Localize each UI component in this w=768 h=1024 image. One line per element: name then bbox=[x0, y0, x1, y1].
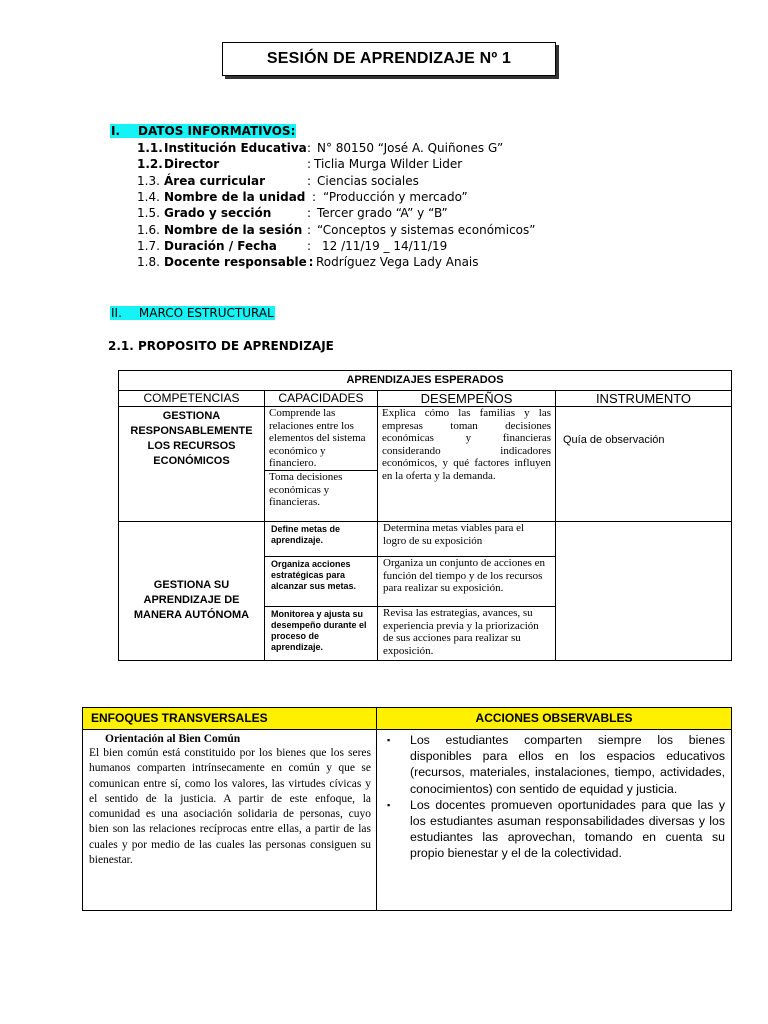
aprendizajes-table bbox=[118, 370, 732, 661]
datos-num: 1.3. bbox=[137, 173, 160, 188]
datos-row bbox=[137, 140, 557, 156]
datos-label: Nombre de la unidad bbox=[164, 190, 306, 205]
bullet-icon: ▪ bbox=[387, 735, 391, 745]
datos-row bbox=[137, 205, 557, 221]
datos-sep: : bbox=[306, 222, 312, 237]
datos-value: Ticlia Murga Wilder Lider bbox=[314, 157, 463, 172]
datos-num: 1.4. bbox=[137, 190, 160, 205]
enfoques-header: ENFOQUES TRANSVERSALES bbox=[83, 708, 377, 730]
datos-sep: : bbox=[306, 141, 312, 156]
proposito-heading: 2.1. PROPOSITO DE APRENDIZAJE bbox=[108, 339, 334, 353]
accion-text: Los docentes promueven oportunidades para que las y los estudiantes asuman responsabilidades diversas y los estudiantes las aprovechan, tomando en cuenta su propio bienestar y el de la colectividad. bbox=[410, 797, 725, 861]
datos-value: “Producción y mercado” bbox=[323, 190, 468, 205]
datos-row bbox=[137, 173, 557, 189]
competencia-cell: GESTIONA RESPONSABLEMENTE LOS RECURSOS ECONÓMICOS bbox=[119, 407, 265, 522]
datos-num: 1.7. bbox=[137, 238, 160, 253]
desempeno-cell: Determina metas viables para el logro de su exposición bbox=[378, 522, 556, 557]
datos-num: 1.1. bbox=[137, 141, 163, 156]
section-2-heading bbox=[110, 306, 275, 320]
datos-label: Director bbox=[164, 157, 220, 172]
section-1-num: I. bbox=[111, 124, 121, 138]
column-header-desempenos: DESEMPEÑOS bbox=[378, 391, 556, 407]
datos-label: Nombre de la sesión bbox=[164, 222, 303, 237]
section-1-label: DATOS INFORMATIVOS: bbox=[138, 124, 296, 138]
datos-value: Ciencias sociales bbox=[317, 173, 419, 188]
datos-value: Tercer grado “A” y “B” bbox=[317, 206, 448, 221]
datos-row bbox=[137, 156, 557, 172]
datos-sep: : bbox=[306, 206, 312, 221]
instrumento-cell: Quía de observación bbox=[556, 407, 731, 522]
datos-value: Rodríguez Vega Lady Anais bbox=[316, 255, 479, 270]
desempeno-cell: Organiza un conjunto de acciones en función del tiempo y de los recursos para realizar su exposición. bbox=[378, 557, 556, 607]
datos-informativos-list bbox=[137, 140, 557, 270]
datos-sep: : bbox=[312, 190, 317, 205]
capacidad-cell: Monitorea y ajusta su desempeño durante el proceso de aprendizaje. bbox=[265, 607, 378, 661]
page-title: SESIÓN DE APRENDIZAJE Nº 1 bbox=[222, 42, 556, 76]
enfoques-table bbox=[82, 707, 732, 911]
datos-label: Área curricular bbox=[164, 173, 266, 188]
datos-num: 1.2. bbox=[137, 157, 163, 172]
enfoque-cell bbox=[83, 730, 377, 910]
desempeno-cell: Revisa las estrategias, avances, su experiencia previa y la priorización de sus acciones para realizar su exposición. bbox=[378, 607, 556, 661]
list-item bbox=[377, 732, 725, 797]
section-1-heading bbox=[110, 124, 296, 138]
desempeno-cell: Explica cómo las familias y las empresas toman decisiones económicas y financieras considerando indicadores económicos, y qué factores influyen en la oferta y la demanda. bbox=[378, 407, 556, 522]
column-header-capacidades: CAPACIDADES bbox=[265, 391, 378, 407]
datos-row bbox=[137, 221, 557, 237]
datos-num: 1.5. bbox=[137, 206, 160, 221]
capacidad-cell: Comprende las relaciones entre los elementos del sistema económico y financiero. bbox=[265, 407, 378, 471]
datos-sep: : bbox=[306, 238, 312, 253]
datos-sep: : bbox=[306, 157, 312, 172]
acciones-list bbox=[377, 732, 731, 862]
datos-value: 12 /11/19 _ 14/11/19 bbox=[322, 238, 448, 253]
enfoque-text: El bien común está constituido por los bienes que los seres humanos comparten intrínsecamente en común y que se comunican entre sí, como los valores, las virtudes cívicas y el sentido de la justicia. A partir de este enfoque, la comunidad es una asociación solidaria de personas, cuyo bien son las relaciones recíprocas entre ellas, a partir de las cuales y por medio de las cuales las personas consiguen su bienestar. bbox=[89, 747, 371, 867]
acciones-header: ACCIONES OBSERVABLES bbox=[377, 708, 731, 730]
accion-text: Los estudiantes comparten siempre los bienes disponibles para ellos en los espacios educativos (recursos, materiales, instalaciones, tiempo, actividades, conocimientos) con sentido de equidad y justicia. bbox=[410, 733, 725, 796]
instrumento-cell-empty bbox=[556, 522, 731, 661]
datos-label: Institución Educativa bbox=[164, 141, 307, 156]
aprendizajes-header: APRENDIZAJES ESPERADOS bbox=[119, 371, 731, 391]
section-2-num: II. bbox=[111, 306, 122, 320]
datos-label: Docente responsable bbox=[164, 255, 307, 270]
capacidad-cell: Organiza acciones estratégicas para alcanzar sus metas. bbox=[265, 557, 378, 607]
enfoque-title: Orientación al Bien Común bbox=[105, 733, 241, 745]
datos-row bbox=[137, 189, 557, 205]
datos-num: 1.8. bbox=[137, 255, 160, 270]
datos-label: Duración / Fecha bbox=[164, 238, 277, 253]
column-header-competencias: COMPETENCIAS bbox=[119, 391, 265, 407]
datos-num: 1.6. bbox=[137, 222, 160, 237]
datos-sep: : bbox=[308, 255, 314, 270]
section-2-label: MARCO ESTRUCTURAL bbox=[138, 306, 274, 320]
capacidad-cell: Toma decisiones económicas y financieras. bbox=[265, 471, 378, 522]
datos-label: Grado y sección bbox=[164, 206, 272, 221]
datos-row bbox=[137, 254, 557, 270]
datos-value: N° 80150 “José A. Quiñones G” bbox=[317, 141, 504, 156]
competencia-cell: GESTIONA SU APRENDIZAJE DE MANERA AUTÓNOMA bbox=[119, 522, 265, 661]
column-header-instrumento: INSTRUMENTO bbox=[556, 391, 731, 407]
datos-value: “Conceptos y sistemas económicos” bbox=[317, 222, 536, 237]
datos-row bbox=[137, 238, 557, 254]
datos-sep: : bbox=[306, 173, 312, 188]
bullet-icon: ▪ bbox=[387, 799, 391, 810]
capacidad-cell: Define metas de aprendizaje. bbox=[265, 522, 378, 557]
list-item bbox=[377, 797, 725, 862]
